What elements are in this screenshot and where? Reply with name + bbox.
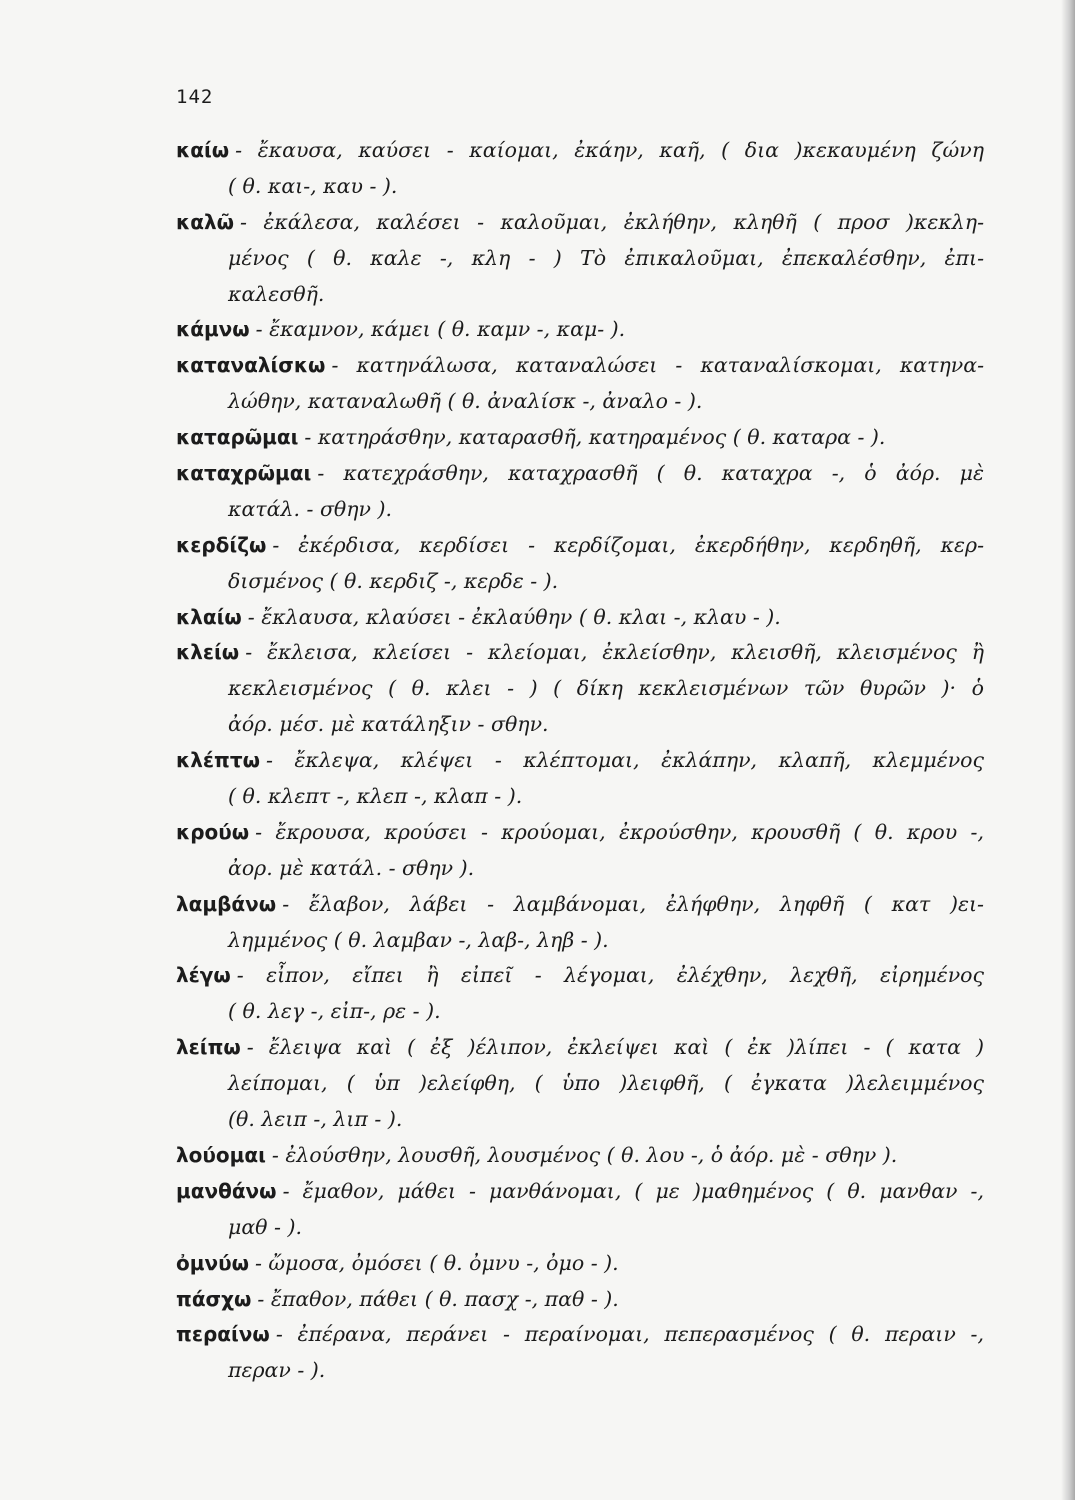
dictionary-entry <box>176 1174 984 1246</box>
entry-forms-text: δισμένος ( θ. κερδιζ -, κερδε - ). <box>228 568 559 593</box>
entry-first-line <box>176 348 984 384</box>
entry-continuation-line <box>176 384 984 420</box>
entry-forms-text: - ἐκάλεσα, καλέσει - καλοῦμαι, ἐκλήθην, κληθῆ ( προσ )κεκλη- <box>240 209 984 234</box>
entry-forms-text: - ἔκλεψα, κλέψει - κλέπτομαι, ἐκλάπην, κλαπῆ, κλεμμένος <box>265 748 984 773</box>
entry-forms-text: λώθην, καταναλωθῆ ( θ. ἀναλίσκ -, ἀναλο - ). <box>228 389 703 414</box>
entry-first-line <box>176 528 984 564</box>
dictionary-entry <box>176 1030 984 1138</box>
dictionary-entry <box>176 958 984 1030</box>
entry-forms-text: - κατηνάλωσα, καταναλώσει - καταναλίσκομαι, κατηνα- <box>331 353 984 378</box>
entry-headword: λείπω <box>176 1035 241 1060</box>
entry-forms-text: - ἔμαθον, μάθει - μανθάνομαι, ( με )μαθημένος ( θ. μανθαν -, <box>282 1178 984 1203</box>
entry-forms-text: κατάλ. - σθην ). <box>228 496 393 521</box>
dictionary-entry <box>176 1138 984 1174</box>
entry-forms-text: - ἔκρουσα, κρούσει - κρούομαι, ἐκρούσθην, κρουσθῆ ( θ. κρου -, <box>255 819 984 844</box>
entry-forms-text: - ἔκλεισα, κλείσει - κλείομαι, ἐκλείσθην, κλεισθῆ, κλεισμένος ἢ <box>245 640 984 665</box>
entry-forms-text: λημμένος ( θ. λαμβαν -, λαβ-, ληβ - ). <box>228 927 609 952</box>
entry-first-line <box>176 958 984 994</box>
entry-headword: ὀμνύω <box>176 1250 249 1275</box>
entry-headword: κρούω <box>176 819 250 844</box>
dictionary-entry <box>176 1317 984 1389</box>
entry-forms-text: - ἔλαβον, λάβει - λαμβάνομαι, ἐλήφθην, ληφθῆ ( κατ )ει- <box>282 891 984 916</box>
dictionary-entry <box>176 528 984 600</box>
entry-forms-text: - κατηράσθην, καταρασθῆ, κατηραμένος ( θ. καταρα - ). <box>304 425 886 450</box>
entry-forms-text: - ὤμοσα, ὀμόσει ( θ. ὀμνυ -, ὀμο - ). <box>254 1250 619 1275</box>
entry-first-line <box>176 420 984 456</box>
entry-headword: λαμβάνω <box>176 891 277 916</box>
entry-continuation-line <box>176 1210 984 1246</box>
entry-forms-text: - ἔκαμνον, κάμει ( θ. καμν -, καμ- ). <box>255 317 626 342</box>
dictionary-entry <box>176 312 984 348</box>
dictionary-entry <box>176 1246 984 1282</box>
entry-forms-text: - εἶπον, εἴπει ἢ εἰπεῖ - λέγομαι, ἐλέχθην, λεχθῆ, εἰρημένος <box>236 963 984 988</box>
entry-first-line <box>176 1174 984 1210</box>
dictionary-entry <box>176 1282 984 1318</box>
entry-continuation-line <box>176 994 984 1030</box>
dictionary-entry <box>176 815 984 887</box>
entry-headword: καταχρῶμαι <box>176 461 312 486</box>
scan-edge-shadow <box>1061 0 1075 1500</box>
entry-headword: λούομαι <box>176 1142 266 1167</box>
entry-continuation-line <box>176 707 984 743</box>
entry-headword: καταρῶμαι <box>176 425 299 450</box>
entry-forms-text: - ἐκέρδισα, κερδίσει - κερδίζομαι, ἐκερδήθην, κερδηθῆ, κερ- <box>272 532 984 557</box>
entry-first-line <box>176 456 984 492</box>
entry-continuation-line <box>176 779 984 815</box>
entry-headword: λέγω <box>176 963 231 988</box>
dictionary-entry <box>176 456 984 528</box>
entry-forms-text: - ἐλούσθην, λουσθῆ, λουσμένος ( θ. λου -, ὁ ἀόρ. μὲ - σθην ). <box>271 1142 898 1167</box>
entry-continuation-line <box>176 564 984 600</box>
entry-forms-text: κεκλεισμένος ( θ. κλει - ) ( δίκη κεκλεισμένων τῶν θυρῶν )· ὁ <box>228 676 984 701</box>
entry-forms-text: ( θ. κλεπτ -, κλεπ -, κλαπ - ). <box>228 784 523 809</box>
dictionary-entry <box>176 600 984 636</box>
entry-first-line <box>176 312 984 348</box>
entry-continuation-line <box>176 851 984 887</box>
entry-forms-text: - ἔκλαυσα, κλαύσει - ἐκλαύθην ( θ. κλαι -, κλαυ - ). <box>247 604 781 629</box>
entry-forms-text: - ἔκαυσα, καύσει - καίομαι, ἐκάην, καῆ, ( δια )κεκαυμένη ζώνη <box>235 138 984 162</box>
entry-first-line <box>176 1030 984 1066</box>
entry-first-line <box>176 887 984 923</box>
entry-forms-text: - κατεχράσθην, καταχρασθῆ ( θ. καταχρα -, ὁ ἀόρ. μὲ <box>317 461 984 486</box>
dictionary-entry <box>176 420 984 456</box>
entry-headword: πάσχω <box>176 1286 252 1311</box>
entry-continuation-line <box>176 241 984 277</box>
entry-first-line <box>176 743 984 779</box>
entry-forms-text: - ἐπέρανα, περάνει - περαίνομαι, πεπερασμένος ( θ. περαιν -, <box>275 1322 984 1347</box>
dictionary-entry <box>176 348 984 420</box>
entry-continuation-line <box>176 1066 984 1102</box>
entry-headword: καταναλίσκω <box>176 353 326 378</box>
entry-forms-text: ( θ. λεγ -, εἰπ-, ρε - ). <box>228 999 441 1024</box>
entry-first-line <box>176 815 984 851</box>
dictionary-entry <box>176 133 984 205</box>
entry-forms-text: ( θ. και-, καυ - ). <box>228 173 398 198</box>
page-number: 142 <box>176 86 214 108</box>
dictionary-entry <box>176 635 984 743</box>
dictionary-entry <box>176 887 984 959</box>
entry-forms-text: - ἔλειψα καὶ ( ἐξ )έλιπον, ἐκλείψει καὶ ( ἐκ )λίπει - ( κατα ) <box>246 1035 984 1060</box>
dictionary-entries <box>176 133 984 1389</box>
entry-first-line <box>176 133 984 169</box>
entry-headword: καλῶ <box>176 209 234 234</box>
entry-first-line <box>176 1138 984 1174</box>
entry-forms-text: καλεσθῆ. <box>228 281 325 306</box>
entry-continuation-line <box>176 923 984 959</box>
entry-headword: κλαίω <box>176 604 242 629</box>
entry-headword: κερδίζω <box>176 532 267 557</box>
dictionary-entry <box>176 743 984 815</box>
entry-headword: περαίνω <box>176 1322 270 1347</box>
entry-headword: κάμνω <box>176 317 250 342</box>
entry-first-line <box>176 600 984 636</box>
entry-forms-text: λείπομαι, ( ὑπ )ελείφθη, ( ὑπο )λειφθῆ, ( ἐγκατα )λελειμμένος <box>228 1071 984 1096</box>
entry-first-line <box>176 1282 984 1318</box>
entry-continuation-line <box>176 1353 984 1389</box>
entry-continuation-line <box>176 169 984 205</box>
entry-forms-text: ἀόρ. μέσ. μὲ κατάληξιν - σθην. <box>228 712 549 737</box>
entry-headword: καίω <box>176 138 230 162</box>
entry-first-line <box>176 635 984 671</box>
dictionary-entry <box>176 205 984 313</box>
entry-forms-text: περαν - ). <box>228 1358 326 1383</box>
entry-headword: μανθάνω <box>176 1178 277 1203</box>
entry-headword: κλείω <box>176 640 240 665</box>
entry-first-line <box>176 1246 984 1282</box>
entry-continuation-line <box>176 492 984 528</box>
entry-continuation-line <box>176 277 984 313</box>
entry-continuation-line <box>176 671 984 707</box>
entry-continuation-line <box>176 1102 984 1138</box>
entry-forms-text: - ἔπαθον, πάθει ( θ. πασχ -, παθ - ). <box>257 1286 619 1311</box>
entry-forms-text: (θ. λειπ -, λιπ - ). <box>228 1107 403 1132</box>
entry-forms-text: ἀορ. μὲ κατάλ. - σθην ). <box>228 855 475 880</box>
entry-first-line <box>176 205 984 241</box>
entry-forms-text: μένος ( θ. καλε -, κλη - ) Τὸ ἐπικαλοῦμαι, ἐπεκαλέσθην, ἐπι- <box>228 245 984 270</box>
entry-forms-text: μαθ - ). <box>228 1214 302 1239</box>
entry-first-line <box>176 1317 984 1353</box>
entry-headword: κλέπτω <box>176 748 260 773</box>
